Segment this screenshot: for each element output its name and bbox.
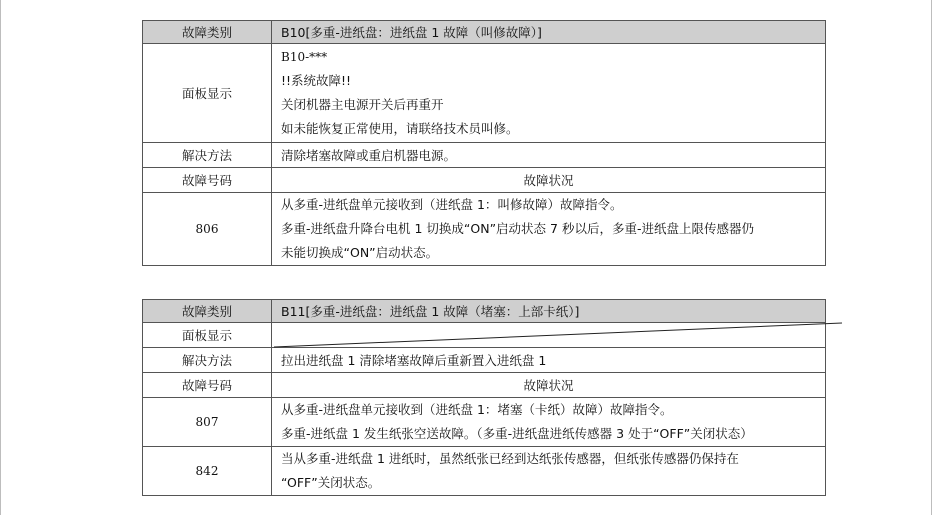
category-row	[143, 21, 826, 44]
fault-code: 842	[143, 447, 272, 496]
page-edge-right	[931, 0, 932, 515]
solution-label: 解决方法	[143, 143, 272, 168]
code-header-row	[143, 373, 826, 398]
code-label: 故障号码	[143, 373, 272, 398]
solution-value: 拉出进纸盘 1 清除堵塞故障后重新置入进纸盘 1	[272, 348, 826, 373]
status-line: 多重-进纸盘 1 发生纸张空送故障。（多重-进纸盘进纸传感器 3 处于“OFF”关闭状态）	[281, 426, 753, 441]
panel-display-empty	[272, 323, 826, 348]
status-line: 从多重-进纸盘单元接收到（进纸盘 1：叫修故障）故障指令。	[281, 197, 623, 212]
fault-code: 807	[143, 398, 272, 447]
category-label: 故障类别	[143, 300, 272, 323]
fault-table-b10	[142, 20, 826, 266]
panel-display-label: 面板显示	[143, 323, 272, 348]
fault-status	[272, 193, 826, 266]
category-value: B11[多重-进纸盘：进纸盘 1 故障（堵塞：上部卡纸）]	[272, 300, 826, 323]
code-label: 故障号码	[143, 168, 272, 193]
status-line: 多重-进纸盘升降台电机 1 切换成“ON”启动状态 7 秒以后，多重-进纸盘上限传感器仍	[281, 221, 754, 236]
status-label: 故障状况	[272, 373, 826, 398]
panel-display-row	[143, 44, 826, 143]
panel-display-row	[143, 323, 826, 348]
status-line: 从多重-进纸盘单元接收到（进纸盘 1：堵塞（卡纸）故障）故障指令。	[281, 402, 673, 417]
panel-line: 关闭机器主电源开关后再重开	[281, 97, 444, 112]
status-line: “OFF”关闭状态。	[281, 475, 381, 490]
category-label: 故障类别	[143, 21, 272, 44]
panel-line: B10-***	[281, 50, 328, 64]
fault-status	[272, 447, 826, 496]
status-label: 故障状况	[272, 168, 826, 193]
fault-status	[272, 398, 826, 447]
category-row	[143, 300, 826, 323]
status-line: 未能切换成“ON”启动状态。	[281, 245, 439, 260]
panel-display-label: 面板显示	[143, 44, 272, 143]
status-line: 当从多重-进纸盘 1 进纸时，虽然纸张已经到达纸张传感器，但纸张传感器仍保持在	[281, 451, 739, 466]
table-row	[143, 447, 826, 496]
table-row	[143, 193, 826, 266]
category-value: B10[多重-进纸盘：进纸盘 1 故障（叫修故障）]	[272, 21, 826, 44]
solution-row	[143, 143, 826, 168]
fault-table-b11	[142, 299, 826, 496]
page-edge-left	[0, 0, 1, 515]
panel-line: !!系统故障!!	[281, 73, 352, 88]
panel-line: 如未能恢复正常使用，请联络技术员叫修。	[281, 121, 519, 136]
code-header-row	[143, 168, 826, 193]
panel-display-text	[272, 44, 826, 143]
table-row	[143, 398, 826, 447]
solution-value: 清除堵塞故障或重启机器电源。	[272, 143, 826, 168]
fault-code: 806	[143, 193, 272, 266]
diagonal-strike-line	[272, 323, 872, 349]
solution-label: 解决方法	[143, 348, 272, 373]
solution-row	[143, 348, 826, 373]
